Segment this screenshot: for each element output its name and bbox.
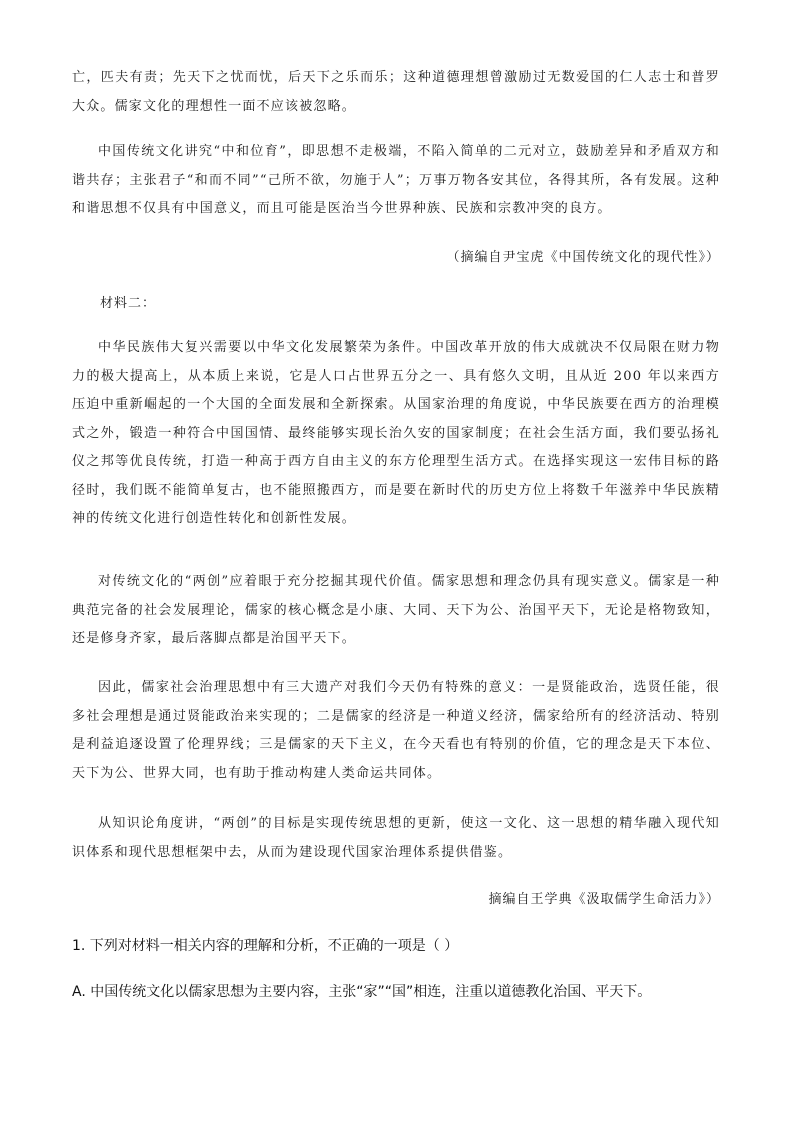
- material2-paragraph-4: 从知识论角度讲，“两创”的目标是实现传统思想的更新，使这一文化、这一思想的精华融入现代知识体系和现代思想框架中去，从而为建设现代国家治理体系提供借鉴。: [72, 816, 720, 860]
- material1-harmony-paragraph: 中国传统文化讲究“中和位育”，即思想不走极端，不陷入简单的二元对立，鼓励差异和矛盾双方和谐共存；主张君子“和而不同”“己所不欲，勿施于人”；万事万物各安其位，各得其所，各有发展。这种和谐思想不仅具有中国意义，而且可能是医治当今世界种族、民族和宗教冲突的良方。: [72, 144, 720, 216]
- material1-source-citation: （摘编自尹宝虎《中国传统文化的现代性》）: [446, 250, 720, 265]
- material2-paragraph-3: 因此，儒家社会治理思想中有三大遗产对我们今天仍有特殊的意义：一是贤能政治，选贤任能，很多社会理想是通过贤能政治来实现的；二是儒家的经济是一种道义经济，儒家给所有的经济活动、特别是利益追逐设置了伦理界线；三是儒家的天下主义，在今天看也有特别的价值，它的理念是天下本位、天下为公、世界大同，也有助于推动构建人类命运共同体。: [72, 680, 720, 781]
- material2-paragraph-1: 中华民族伟大复兴需要以中华文化发展繁荣为条件。中国改革开放的伟大成就决不仅局限在财力物力的极大提高上，从本质上来说，它是人口占世界五分之一、具有悠久文明，且从近 200 年以来西方压迫中重新崛起的一个大国的全面发展和全新探索。从国家治理的角度说，中华民族要在西方的治理模式之外，锻造一种符合中国国情、最终能够实现长治久安的国家制度；在社会生活方面，我们要弘扬礼仪之邦等优良传统，打造一种高于西方自由主义的东方伦理型生活方式。在选择实现这一宏伟目标的路径时，我们既不能简单复古，也不能照搬西方，而是要在新时代的历史方位上将数千年滋养中华民族精神的传统文化进行创造性转化和创新性发展。: [72, 340, 720, 526]
- material2-source-citation: 摘编自王学典《汲取儒学生命活力》）: [488, 892, 720, 907]
- material2-paragraph-2: 对传统文化的“两创”应着眼于充分挖掘其现代价值。儒家思想和理念仍具有现实意义。儒家是一种典范完备的社会发展理论，儒家的核心概念是小康、大同、天下为公、治国平天下，无论是格物致知，还是修身齐家，最后落脚点都是治国平天下。: [72, 574, 720, 646]
- material1-continuation-paragraph: 亡，匹夫有责；先天下之忧而忧，后天下之乐而乐；这种道德理想曾激励过无数爱国的仁人志士和普罗大众。儒家文化的理想性一面不应该被忽略。: [72, 70, 720, 114]
- question-1-option-a: A. 中国传统文化以儒家思想为主要内容，主张“家”“国”相连，注重以道德教化治国、平天下。: [72, 984, 652, 1000]
- material2-label: 材料二：: [100, 296, 157, 311]
- question-1-stem: 1. 下列对材料一相关内容的理解和分析，不正确的一项是（ ）: [72, 938, 459, 954]
